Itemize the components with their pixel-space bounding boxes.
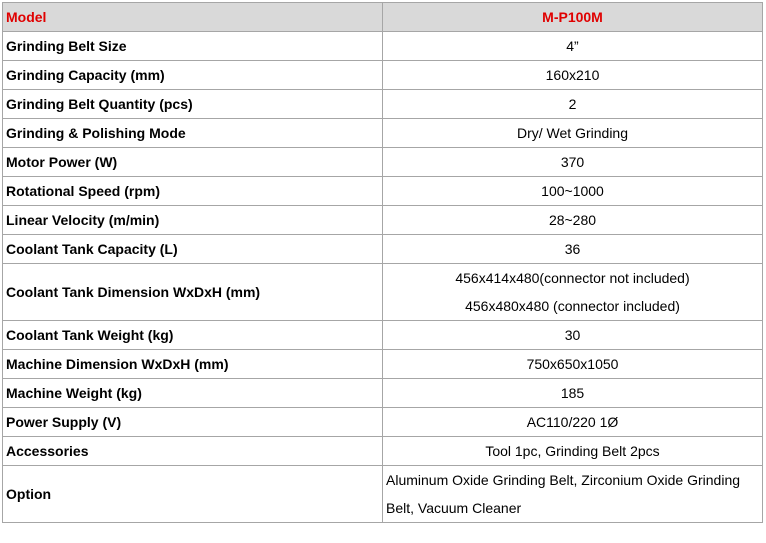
row-value: AC110/220 1Ø xyxy=(383,408,763,437)
table-row xyxy=(3,206,763,235)
table-row xyxy=(3,466,763,523)
table-row xyxy=(3,61,763,90)
table-row xyxy=(3,90,763,119)
row-label: Machine Weight (kg) xyxy=(3,379,383,408)
row-label: Coolant Tank Weight (kg) xyxy=(3,321,383,350)
table-row xyxy=(3,321,763,350)
table-row xyxy=(3,379,763,408)
row-value: Dry/ Wet Grinding xyxy=(383,119,763,148)
table-header-row xyxy=(3,3,763,32)
row-value: Tool 1pc, Grinding Belt 2pcs xyxy=(383,437,763,466)
row-value: 2 xyxy=(383,90,763,119)
row-label: Option xyxy=(3,466,383,523)
header-label: Model xyxy=(3,3,383,32)
row-label: Linear Velocity (m/min) xyxy=(3,206,383,235)
row-label: Power Supply (V) xyxy=(3,408,383,437)
table-row xyxy=(3,350,763,379)
row-value: 750x650x1050 xyxy=(383,350,763,379)
row-label: Accessories xyxy=(3,437,383,466)
row-value-line: 456x480x480 (connector included) xyxy=(465,298,680,314)
row-label: Grinding Belt Quantity (pcs) xyxy=(3,90,383,119)
row-value: 100~1000 xyxy=(383,177,763,206)
row-value-line: Aluminum Oxide Grinding Belt, Zirconium Oxide Grinding xyxy=(386,472,741,488)
row-value: 36 xyxy=(383,235,763,264)
table-row xyxy=(3,264,763,321)
table-row xyxy=(3,408,763,437)
row-value: 160x210 xyxy=(383,61,763,90)
row-value xyxy=(383,264,763,321)
header-model: M-P100M xyxy=(383,3,763,32)
row-label: Grinding Belt Size xyxy=(3,32,383,61)
table-row xyxy=(3,148,763,177)
row-value: 370 xyxy=(383,148,763,177)
row-label: Grinding Capacity (mm) xyxy=(3,61,383,90)
row-value: 4” xyxy=(383,32,763,61)
row-value xyxy=(383,466,763,523)
row-label: Machine Dimension WxDxH (mm) xyxy=(3,350,383,379)
row-label: Coolant Tank Capacity (L) xyxy=(3,235,383,264)
row-value-line: Belt, Vacuum Cleaner xyxy=(386,500,522,516)
row-label: Motor Power (W) xyxy=(3,148,383,177)
row-label: Grinding & Polishing Mode xyxy=(3,119,383,148)
row-value-line: 456x414x480(connector not included) xyxy=(455,270,690,286)
table-row xyxy=(3,235,763,264)
row-value: 28~280 xyxy=(383,206,763,235)
spec-table xyxy=(2,2,763,523)
table-row xyxy=(3,177,763,206)
table-row xyxy=(3,119,763,148)
row-value: 185 xyxy=(383,379,763,408)
row-label: Rotational Speed (rpm) xyxy=(3,177,383,206)
row-value: 30 xyxy=(383,321,763,350)
table-row xyxy=(3,32,763,61)
table-row xyxy=(3,437,763,466)
row-label: Coolant Tank Dimension WxDxH (mm) xyxy=(3,264,383,321)
